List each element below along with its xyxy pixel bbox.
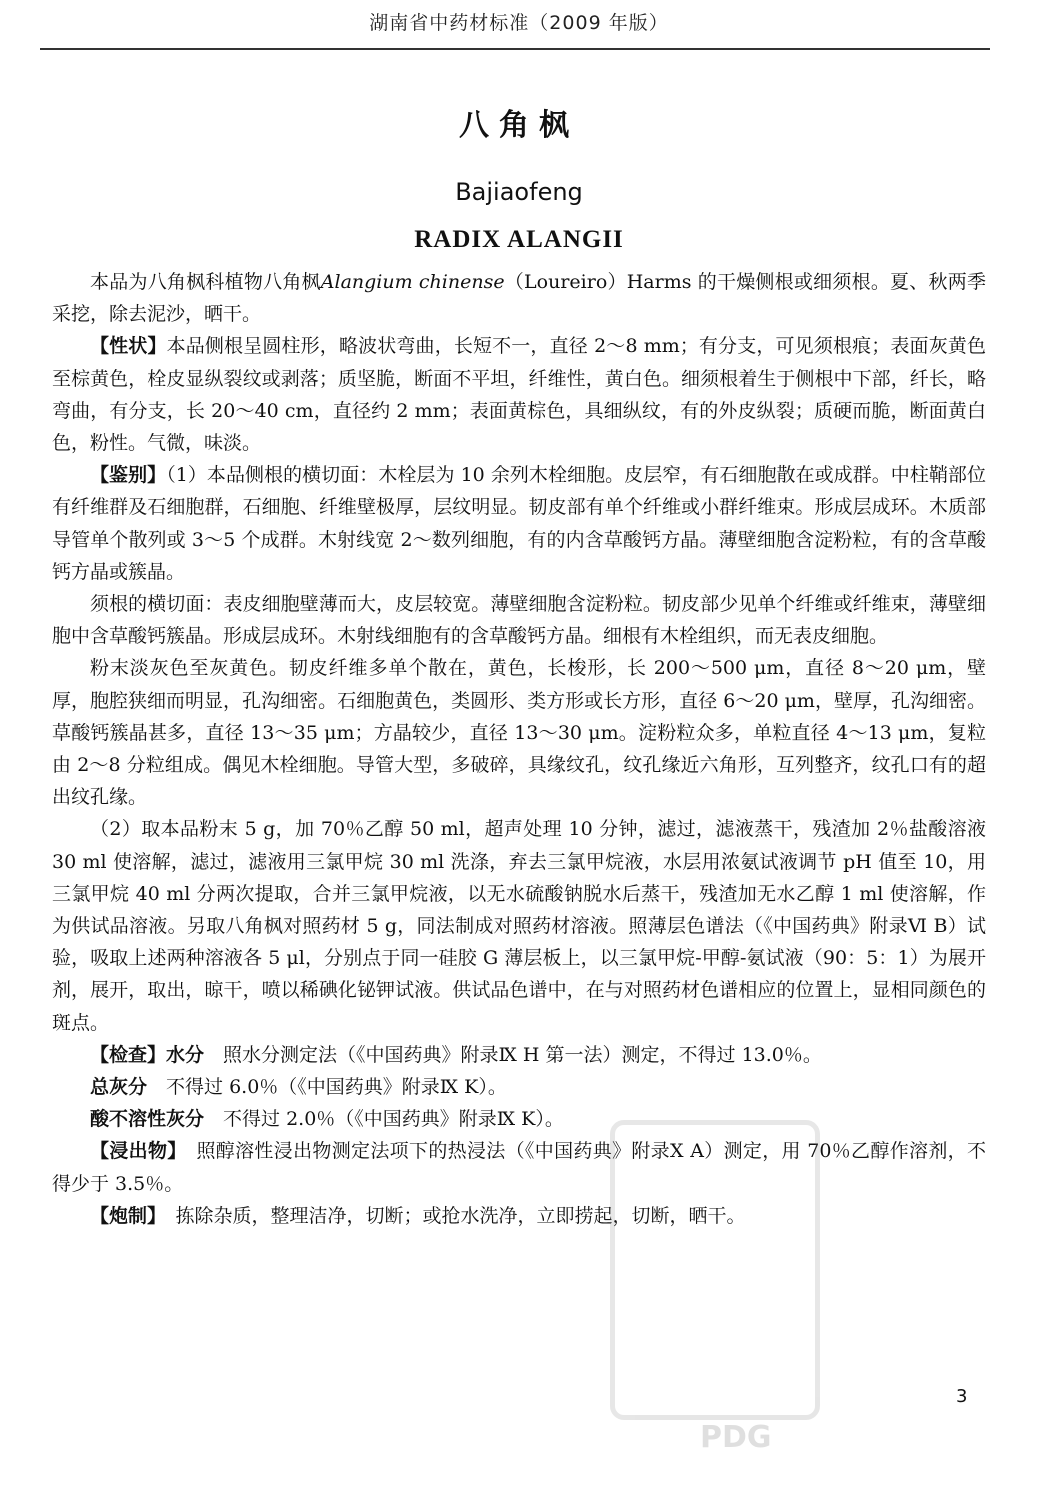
processing-label: 【炮制】 [90,1204,157,1227]
total-ash-text: 不得过 6.0％（《中国药典》附录Ⅸ K）。 [166,1076,507,1099]
intro-text-1: 本品为八角枫科植物八角枫 [90,271,321,293]
acid-ash-line [52,1103,986,1135]
identification-paragraph-4: （2）取本品粉末 5 g，加 70％乙醇 50 ml，超声处理 10 分钟，滤过，滤液蒸干，残渣加 2％盐酸溶液 30 ml 使溶解，滤过，滤液用三氯甲烷 30 ml 洗涤，弃去三氯甲烷液，水层用浓氨试液调节 pH 值至 10，用三氯甲烷 40 ml 分两次提取，合并三氯甲烷液，以无水硫酸钠脱水后蒸干，残渣加无水乙醇 1 ml 使溶解，作为供试品溶液。另取八角枫对照药材 5 g，同法制成对照药材溶液。照薄层色谱法（《中国药典》附录Ⅵ B）试验，吸取上述两种溶液各 5 μl，分别点于同一硅胶 G 薄层板上，以三氯甲烷-甲醇-氨试液（90：5：1）为展开剂，展开，取出，晾干，喷以稀碘化铋钾试液。供试品色谱中，在与对照药材色谱相应的位置上，显相同颜色的斑点。 [52,818,986,1034]
tests-label: 【检查】 [90,1043,167,1066]
library-stamp-watermark [600,1110,830,1470]
intro-text-2: （Loureiro）Harms 的干燥侧根或细须根。夏、秋两季采挖，除去泥沙，晒干。 [52,271,986,326]
stamp-frame [610,1120,820,1420]
acid-ash-text: 不得过 2.0％（《中国药典》附录Ⅸ K）。 [223,1108,564,1131]
identification-text-1: （1）本品侧根的横切面：木栓层为 10 余列木栓细胞。皮层窄，有石细胞散在或成群。中柱鞘部位有纤维群及石细胞群，石细胞、纤维壁极厚，层纹明显。韧皮部有单个纤维或小群纤维束。形成层成环。木质部导管单个散列或 3～5 个成群。木射线宽 2～数列细胞，有的内含草酸钙方晶。薄壁细胞含淀粉粒，有的含草酸钙方晶或簇晶。 [52,464,986,583]
description-label: 【性状】 [90,335,167,358]
monograph-title: 八角枫 [459,108,579,143]
identification-section [52,459,986,588]
pinyin-name: Bajiaofeng [455,178,583,206]
water-text: 照水分测定法（《中国药典》附录Ⅸ H 第一法）测定，不得过 13.0％。 [223,1043,822,1066]
tests-section [52,1039,986,1071]
species-name: Alangium chinense [320,271,505,293]
pdg-watermark-text: PDG [700,1420,772,1455]
latin-name: RADIX ALANGII [414,226,624,253]
total-ash-line [52,1071,986,1103]
running-header: 湖南省中药材标准（2009 年版） [369,12,669,34]
description-text: 本品侧根呈圆柱形，略波状弯曲，长短不一，直径 2～8 mm；有分支，可见须根痕；表面灰黄色至棕黄色，栓皮显纵裂纹或剥落；质坚脆，断面不平坦，纤维性，黄白色。细须根着生于侧根中下部，纤长，略弯曲，有分支，长 20～40 cm，直径约 2 mm；表面黄棕色，具细纵纹，有的外皮纵裂；质硬而脆，断面黄白色，粉性。气微，味淡。 [52,335,986,455]
identification-paragraph-3: 粉末淡灰色至灰黄色。韧皮纤维多单个散在，黄色，长梭形，长 200～500 μm，直径 8～20 μm，壁厚，胞腔狭细而明显，孔沟细密。石细胞黄色，类圆形、类方形或长方形，直径 6～20 μm，壁厚，孔沟细密。草酸钙簇晶甚多，直径 13～35 μm；方晶较少，直径 13～30 μm。淀粉粒众多，单粒直径 4～13 μm，复粒由 2～8 分粒组成。偶见木栓细胞。导管大型，多破碎，具缘纹孔，纹孔缘近六角形，互列整齐，纹孔口有的超出纹孔缘。 [52,657,986,809]
extractives-text: 照醇溶性浸出物测定法项下的热浸法（《中国药典》附录Ⅹ A）测定，用 70％乙醇作溶剂，不得少于 3.5％。 [52,1140,986,1195]
page-number: 3 [956,1386,968,1407]
water-label: 水分 [166,1043,205,1066]
monograph-body [52,266,986,1232]
header-divider [40,48,990,50]
acid-ash-label: 酸不溶性灰分 [90,1108,205,1131]
extractives-section [52,1135,986,1199]
processing-text: 拣除杂质，整理洁净，切断；或抢水洗净，立即捞起，切断，晒干。 [175,1204,746,1227]
description-section [52,330,986,459]
total-ash-label: 总灰分 [90,1076,148,1099]
processing-section [52,1200,986,1232]
identification-paragraph-2: 须根的横切面：表皮细胞壁薄而大，皮层较宽。薄壁细胞含淀粉粒。韧皮部少见单个纤维或纤维束，薄壁细胞中含草酸钙簇晶。形成层成环。木射线细胞有的含草酸钙方晶。细根有木栓组织，而无表皮细胞。 [52,593,986,648]
intro-paragraph [52,266,986,330]
identification-label: 【鉴别】 [90,464,167,487]
extractives-label: 【浸出物】 [90,1140,178,1163]
